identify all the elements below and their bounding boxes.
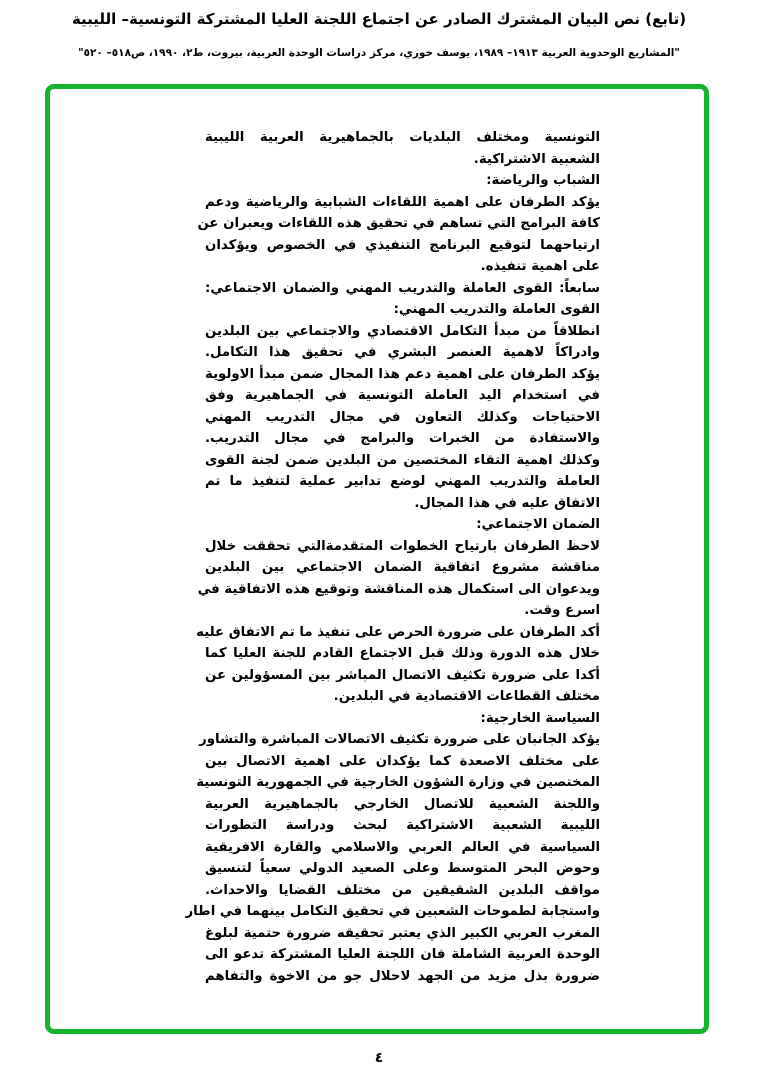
text-line: الضمان الاجتماعي: — [476, 517, 600, 532]
text-line: السياسة الخارجية: — [480, 710, 600, 726]
text-line: لاحظ الطرفان بارتياح الخطوات المتقدمةالتي تحققت خلال — [205, 538, 600, 554]
text-line: القوى العاملة والتدريب المهني: — [393, 302, 600, 317]
text-line: سابعاً: القوى العاملة والتدريب المهني والضمان الاجتماعي: — [205, 280, 600, 296]
document-title: (تابع) نص البيان المشترك الصادر عن اجتماع اللجنة العليا المشتركة التونسية– الليبية — [71, 10, 687, 28]
text-line: مناقشة مشروع اتفاقية الضمان الاجتماعي بين البلدين — [205, 560, 600, 575]
text-line: واستجابة لطموحات الشعبين في تحقيق التكامل بينهما في اطار — [185, 904, 600, 919]
text-line: يؤكد الجانبان على ضرورة تكثيف الاتصالات المباشرة والتشاور — [199, 732, 600, 747]
text-line: انطلاقاً من مبدأ التكامل الاقتصادي والاجتماعي بين البلدين — [205, 323, 600, 339]
text-line: أكدا على ضرورة تكثيف الاتصال المباشر بين المسؤولين عن — [205, 667, 600, 683]
document-body — [185, 127, 600, 987]
text-line: على اهمية تنفيذه. — [480, 259, 600, 274]
text-line: الشباب والرياضة: — [486, 173, 600, 188]
text-line: المختصين في وزارة الشؤون الخارجية في الجمهورية التونسية — [196, 775, 600, 790]
text-line: يؤكد الطرفان على اهمية دعم هذا المجال ضمن مبدأ الاولوية — [205, 366, 600, 382]
text-line: وحوض البحر المتوسط وعلى الصعيد الدولي سعياً لتنسيق — [205, 861, 600, 876]
text-line: وكذلك اهمية التقاء المختصين من البلدين ضمن لجنة القوى — [205, 452, 600, 468]
text-line: خلال هذه الدورة وذلك قبل الاجتماع القادم للجنة العليا كما — [205, 646, 600, 661]
text-line: مواقف البلدين الشقيقين من مختلف القضايا والاحداث. — [205, 882, 600, 898]
text-line: اسرع وقت. — [524, 603, 600, 618]
text-line: الاحتياجات وكذلك التعاون في مجال التدريب المهني — [205, 409, 600, 425]
text-line: في استخدام اليد العاملة التونسية في الجماهيرية وفق — [205, 388, 600, 403]
text-line: كافة البرامج التي تساهم في تحقيق هذه اللقاءات ويعبران عن — [197, 216, 600, 231]
text-line: أكد الطرفان على ضرورة الحرص على تنفيذ ما تم الاتفاق عليه — [196, 624, 600, 640]
text-line: ضرورة بذل مزيد من الجهد لاحلال جو من الاخوة والتفاهم — [205, 968, 600, 984]
text-line: واللجنة الشعبية للاتصال الخارجي بالجماهيرية العربية — [205, 796, 600, 812]
text-line: الوحدة العربية الشاملة فان اللجنة العليا المشتركة تدعو الى — [205, 947, 600, 962]
text-line: على مختلف الاصعدة كما يؤكدان على اهمية الاتصال بين — [205, 753, 600, 769]
text-line: مختلف القطاعات الاقتصادية في البلدين. — [333, 689, 600, 704]
text-line: ارتياحهما لتوقيع البرنامج التنفيذي في الخصوص ويؤكدان — [205, 237, 600, 253]
text-line: وادراكاً لاهمية العنصر البشري في تحقيق هذا التكامل. — [205, 345, 600, 360]
text-line: الشعبية الاشتراكية. — [473, 151, 600, 167]
text-line: الليبية الشعبية الاشتراكية لبحث ودراسة التطورات — [205, 818, 600, 833]
text-line: ويدعوان الى استكمال هذه المناقشة وتوقيع هذه الاتفاقية في — [197, 581, 600, 597]
text-line: الاتفاق عليه في هذا المجال. — [414, 495, 600, 511]
text-line: العاملة والتدريب المهني لوضع تدابير عملية لتنفيذ ما تم — [205, 474, 600, 489]
text-line: المغرب العربي الكبير الذي يعتبر تحقيقه ضرورة حتمية لبلوغ — [205, 925, 600, 941]
text-line: التونسية ومختلف البلديات بالجماهيرية العربية الليبية — [205, 130, 600, 145]
text-line: والاستفادة من الخبرات والبرامج في مجال التدريب. — [205, 431, 600, 446]
text-line: يؤكد الطرفان على اهمية اللقاءات الشبابية والرياضية ودعم — [205, 194, 600, 210]
source-citation: "المشاريع الوحدوية العربية ١٩١٣– ١٩٨٩، يوسف خوري، مركز دراسات الوحدة العربية، بيروت، ط٢، ١٩٩٠، ص٥١٨– ٥٢٠" — [78, 47, 680, 59]
text-line: السياسية في العالم العربي والاسلامي والقارة الافريقية — [205, 839, 600, 855]
page-number: ٤ — [374, 1050, 384, 1066]
